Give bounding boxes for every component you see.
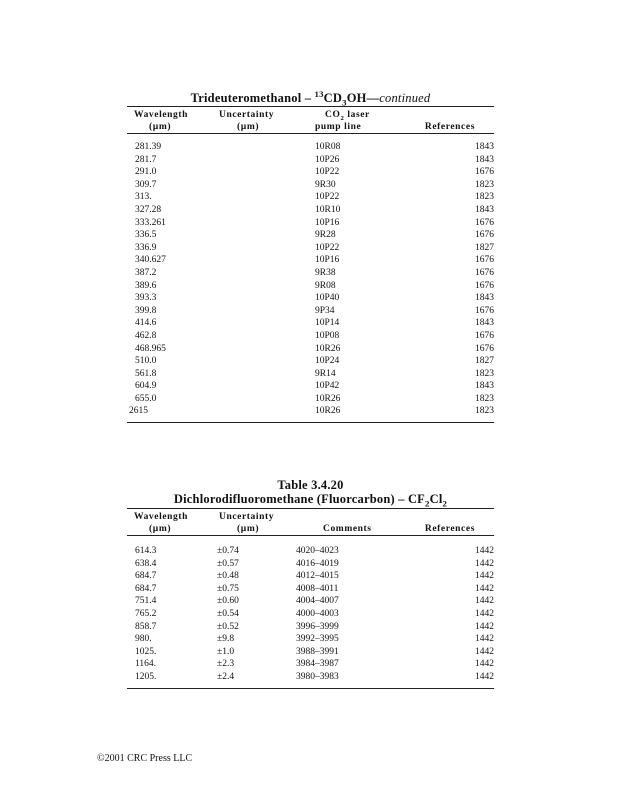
table1-header xyxy=(127,107,494,133)
header-wavelength-unit: (µm) xyxy=(149,524,172,534)
copyright-footer: ©2001 CRC Press LLC xyxy=(97,753,193,764)
table-row xyxy=(127,659,494,672)
table2-title-sub1: 2 xyxy=(425,498,430,509)
table2-bottom-rule xyxy=(127,688,494,689)
reference-cell: 1823 xyxy=(475,393,494,404)
reference-cell: 1442 xyxy=(475,646,494,657)
table-row xyxy=(127,596,494,609)
comments-cell: 4012–4015 xyxy=(296,571,339,582)
wavelength-cell: 765.2 xyxy=(135,608,157,619)
wavelength-cell: 684.7 xyxy=(135,571,157,582)
wavelength-cell: 2615 xyxy=(129,406,148,417)
wavelength-cell: 291.0 xyxy=(135,167,157,178)
pump-line-cell: 10R26 xyxy=(315,406,341,417)
pump-line-cell: 9R14 xyxy=(315,368,336,379)
pump-line-cell: 10P16 xyxy=(315,217,340,228)
header-comments: Comments xyxy=(323,524,372,534)
table-row xyxy=(127,571,494,584)
reference-cell: 1843 xyxy=(475,204,494,215)
table-row xyxy=(127,394,494,407)
reference-cell: 1442 xyxy=(475,608,494,619)
header-references: References xyxy=(424,524,475,534)
pump-line-cell: 10R26 xyxy=(315,343,341,354)
header-uncertainty: Uncertainty xyxy=(219,512,275,522)
reference-cell: 1676 xyxy=(475,167,494,178)
pump-line-cell: 9R08 xyxy=(315,280,336,291)
reference-cell: 1843 xyxy=(475,154,494,165)
pump-line-cell: 10P22 xyxy=(315,192,340,203)
table-row xyxy=(127,584,494,597)
comments-cell: 4020–4023 xyxy=(296,546,339,556)
comments-cell: 3980–3983 xyxy=(296,671,339,682)
table1-title-formula-b: OH— xyxy=(346,91,380,105)
table2-rows xyxy=(127,536,494,685)
wavelength-cell: 1025. xyxy=(135,646,157,657)
uncertainty-cell: ±0.48 xyxy=(217,571,239,582)
table-row xyxy=(127,180,494,193)
wavelength-cell: 313. xyxy=(135,192,152,203)
reference-cell: 1843 xyxy=(475,293,494,304)
table-row xyxy=(127,155,494,168)
table-row xyxy=(127,622,494,635)
wavelength-cell: 604.9 xyxy=(135,381,157,392)
pump-line-cell: 10P42 xyxy=(315,381,340,392)
reference-cell: 1442 xyxy=(475,671,494,682)
table1-title xyxy=(127,88,494,108)
pump-line-cell: 9R28 xyxy=(315,230,336,241)
comments-cell: 3984–3987 xyxy=(296,659,339,670)
table-row xyxy=(127,634,494,647)
table2-header xyxy=(127,509,494,535)
wavelength-cell: 399.8 xyxy=(135,305,157,316)
comments-cell: 3988–3991 xyxy=(296,646,339,657)
pump-line-cell: 10P16 xyxy=(315,255,340,266)
table-row xyxy=(127,546,494,559)
table-row xyxy=(127,406,494,419)
reference-cell: 1823 xyxy=(475,368,494,379)
table2-title xyxy=(127,492,494,509)
wavelength-cell: 327.28 xyxy=(135,204,162,215)
table-row xyxy=(127,218,494,231)
table-row xyxy=(127,293,494,306)
uncertainty-cell: ±0.54 xyxy=(217,608,239,619)
table-row xyxy=(127,192,494,205)
header-uncertainty-unit: (µm) xyxy=(237,122,260,132)
header-pump-line: pump line xyxy=(315,122,362,132)
reference-cell: 1676 xyxy=(475,305,494,316)
table-row xyxy=(127,331,494,344)
reference-cell: 1442 xyxy=(475,546,494,556)
wavelength-cell: 858.7 xyxy=(135,621,157,632)
wavelength-cell: 638.4 xyxy=(135,558,157,569)
table-dichlorodifluoromethane xyxy=(127,478,494,689)
table-row xyxy=(127,167,494,180)
reference-cell: 1442 xyxy=(475,634,494,645)
pump-line-cell: 10P26 xyxy=(315,154,340,165)
table2-number: Table 3.4.20 xyxy=(277,478,344,492)
table-row xyxy=(127,647,494,660)
table-row xyxy=(127,281,494,294)
comments-cell: 4016–4019 xyxy=(296,558,339,569)
wavelength-cell: 340.627 xyxy=(135,255,166,266)
pump-line-cell: 10P22 xyxy=(315,242,340,253)
wavelength-cell: 614.3 xyxy=(135,546,157,556)
reference-cell: 1676 xyxy=(475,280,494,291)
reference-cell: 1823 xyxy=(475,179,494,190)
table2-title-mid: Cl xyxy=(429,492,443,506)
pump-line-cell: 9R30 xyxy=(315,179,336,190)
comments-cell: 4004–4007 xyxy=(296,596,339,607)
table-row xyxy=(127,381,494,394)
reference-cell: 1676 xyxy=(475,217,494,228)
table-row xyxy=(127,268,494,281)
wavelength-cell: 336.9 xyxy=(135,242,157,253)
reference-cell: 1827 xyxy=(475,356,494,367)
uncertainty-cell: ±2.4 xyxy=(217,671,235,682)
table-row xyxy=(127,230,494,243)
table-row xyxy=(127,672,494,685)
uncertainty-cell: ±0.75 xyxy=(217,583,239,594)
header-wavelength: Wavelength xyxy=(134,110,189,120)
table2-title-name: Dichlorodifluoromethane (Fluorcarbon) – CF xyxy=(173,492,426,506)
uncertainty-cell: ±0.52 xyxy=(217,621,239,632)
pump-line-cell: 10P22 xyxy=(315,167,340,178)
table2-title-sub2: 2 xyxy=(442,498,448,509)
table-trideuteromethanol xyxy=(127,88,494,423)
reference-cell: 1442 xyxy=(475,558,494,569)
wavelength-cell: 468.965 xyxy=(135,343,166,354)
pump-line-cell: 9R38 xyxy=(315,267,336,278)
wavelength-cell: 389.6 xyxy=(135,280,157,291)
table1-title-subscript: 3 xyxy=(342,97,347,108)
wavelength-cell: 980. xyxy=(135,634,152,645)
table-row xyxy=(127,369,494,382)
reference-cell: 1676 xyxy=(475,230,494,241)
reference-cell: 1827 xyxy=(475,242,494,253)
header-references: References xyxy=(424,122,475,132)
reference-cell: 1823 xyxy=(475,406,494,417)
table-row xyxy=(127,344,494,357)
comments-cell: 4000–4003 xyxy=(296,608,339,619)
header-wavelength: Wavelength xyxy=(134,512,189,522)
pump-line-cell: 10R26 xyxy=(315,393,341,404)
reference-cell: 1676 xyxy=(475,330,494,341)
table-row xyxy=(127,559,494,572)
table1-title-formula-a: CD xyxy=(323,91,343,105)
uncertainty-cell: ±0.74 xyxy=(217,546,239,556)
reference-cell: 1676 xyxy=(475,343,494,354)
table-row xyxy=(127,205,494,218)
wavelength-cell: 510.0 xyxy=(135,356,157,367)
wavelength-cell: 655.0 xyxy=(135,393,157,404)
pump-line-cell: 9P34 xyxy=(315,305,335,316)
uncertainty-cell: ±0.60 xyxy=(217,596,239,607)
uncertainty-cell: ±1.0 xyxy=(217,646,235,657)
wavelength-cell: 309.7 xyxy=(135,179,157,190)
uncertainty-cell: ±9.8 xyxy=(217,634,235,645)
pump-line-cell: 10P14 xyxy=(315,318,340,329)
wavelength-cell: 387.2 xyxy=(135,267,157,278)
header-wavelength-unit: (µm) xyxy=(149,122,172,132)
wavelength-cell: 414.6 xyxy=(135,318,157,329)
pump-line-cell: 10P08 xyxy=(315,330,340,341)
reference-cell: 1843 xyxy=(475,142,494,152)
wavelength-cell: 336.5 xyxy=(135,230,157,241)
table-row xyxy=(127,306,494,319)
wavelength-cell: 684.7 xyxy=(135,583,157,594)
table-row xyxy=(127,142,494,155)
wavelength-cell: 281.39 xyxy=(135,142,162,152)
uncertainty-cell: ±0.57 xyxy=(217,558,239,569)
reference-cell: 1442 xyxy=(475,621,494,632)
table1-title-continued: continued xyxy=(379,91,431,105)
uncertainty-cell: ±2.3 xyxy=(217,659,235,670)
pump-line-cell: 10R10 xyxy=(315,204,341,215)
reference-cell: 1442 xyxy=(475,571,494,582)
table-row xyxy=(127,318,494,331)
header-uncertainty-unit: (µm) xyxy=(237,524,260,534)
pump-line-cell: 10P40 xyxy=(315,293,340,304)
comments-cell: 4008–4011 xyxy=(296,583,339,594)
reference-cell: 1442 xyxy=(475,596,494,607)
wavelength-cell: 1164. xyxy=(135,659,157,670)
pump-line-cell: 10R08 xyxy=(315,142,341,152)
table1-rows xyxy=(127,134,494,419)
wavelength-cell: 561.8 xyxy=(135,368,157,379)
header-pump-laser: $CO_2$ laser xyxy=(325,110,370,122)
table1-title-name: Trideuteromethanol – xyxy=(190,91,315,105)
comments-cell: 3992–3995 xyxy=(296,634,339,645)
wavelength-cell: 462.8 xyxy=(135,330,157,341)
table-row xyxy=(127,255,494,268)
reference-cell: 1676 xyxy=(475,255,494,266)
wavelength-cell: 1205. xyxy=(135,671,157,682)
reference-cell: 1843 xyxy=(475,318,494,329)
comments-cell: 3996–3999 xyxy=(296,621,339,632)
header-uncertainty: Uncertainty xyxy=(219,110,275,120)
reference-cell: 1676 xyxy=(475,267,494,278)
reference-cell: 1442 xyxy=(475,583,494,594)
wavelength-cell: 333.261 xyxy=(135,217,166,228)
reference-cell: 1442 xyxy=(475,659,494,670)
wavelength-cell: 751.4 xyxy=(135,596,157,607)
table1-bottom-rule xyxy=(127,422,494,423)
table-row xyxy=(127,609,494,622)
reference-cell: 1843 xyxy=(475,381,494,392)
table1-title-isotope: 13 xyxy=(314,88,324,99)
pump-line-cell: 10P24 xyxy=(315,356,340,367)
wavelength-cell: 393.3 xyxy=(135,293,157,304)
reference-cell: 1823 xyxy=(475,192,494,203)
table-row xyxy=(127,356,494,369)
table-row xyxy=(127,243,494,256)
wavelength-cell: 281.7 xyxy=(135,154,157,165)
